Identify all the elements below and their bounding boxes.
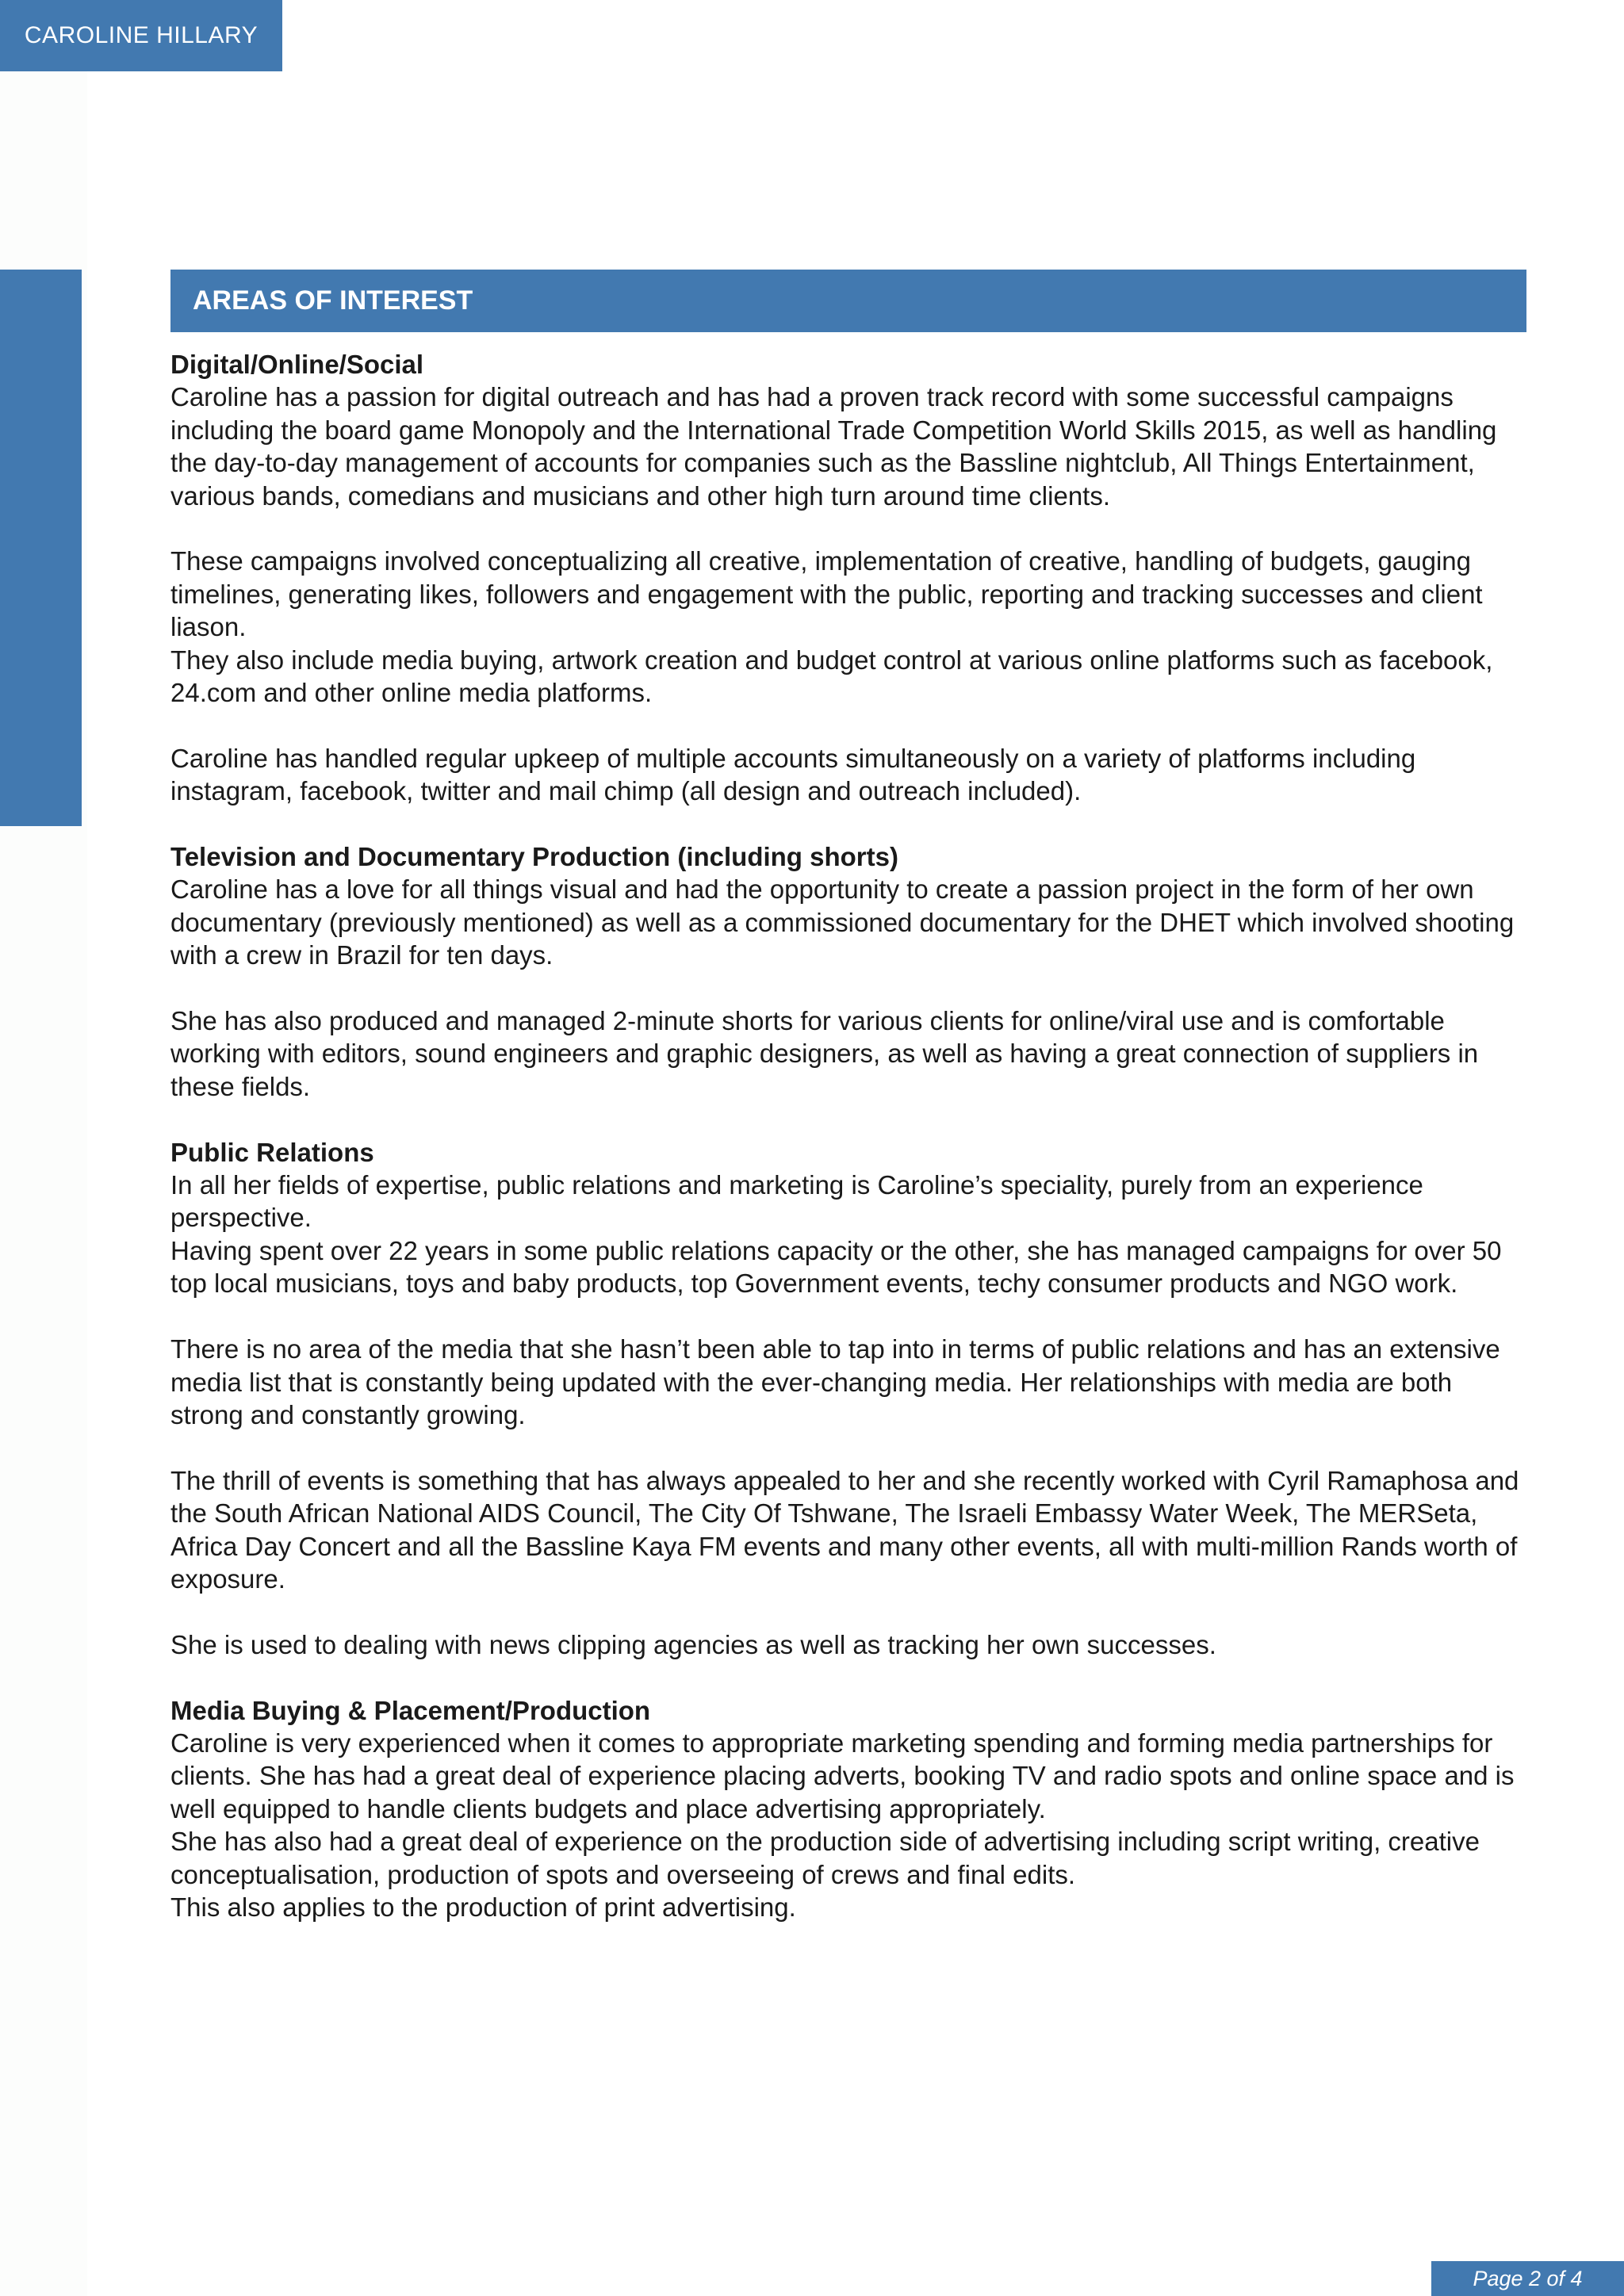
section-title: AREAS OF INTEREST	[170, 270, 1526, 332]
digital-paragraph-2: These campaigns involved conceptualizing all creative, implementation of creative, handling of budgets, gauging timelines, generating likes, followers and engagement with the public, reporting and tracking successes and client liason.	[170, 546, 1483, 642]
television-heading: Television and Documentary Production (including shorts)	[170, 842, 898, 872]
media-paragraph-3: This also applies to the production of print advertising.	[170, 1892, 796, 1922]
media-paragraph-1: Caroline is very experienced when it comes to appropriate marketing spending and forming media partnerships for clients. She has had a great deal of experience placing adverts, booking TV and radio spots and online space and is well equipped to handle clients budgets and place advertising appropriately.	[170, 1728, 1515, 1823]
television-paragraph-2: She has also produced and managed 2-minute shorts for various clients for online/viral use and is comfortable working with editors, sound engineers and graphic designers, as well as having a great connection of suppliers in these fields.	[170, 1006, 1479, 1101]
pr-paragraph-3: There is no area of the media that she hasn’t been able to tap into in terms of public relations and has an extensive media list that is constantly being updated with the ever-changing media. Her relationships with media are both strong and constantly growing.	[170, 1334, 1500, 1429]
name-tag: CAROLINE HILLARY	[0, 0, 282, 71]
digital-paragraph-4: Caroline has handled regular upkeep of multiple accounts simultaneously on a variety of platforms including instagram, facebook, twitter and mail chimp (all design and outreach included).	[170, 743, 1416, 806]
areas-of-interest-content	[170, 348, 1531, 1923]
pr-paragraph-1: In all her fields of expertise, public relations and marketing is Caroline’s speciality, purely from an experience perspective.	[170, 1170, 1423, 1233]
pr-paragraph-5: She is used to dealing with news clipping agencies as well as tracking her own successes.	[170, 1629, 1216, 1659]
pr-paragraph-4: The thrill of events is something that has always appealed to her and she recently worked with Cyril Ramaphosa and the South African National AIDS Council, The City Of Tshwane, The Israeli Embassy Water Week, The MERSeta, Africa Day Concert and all the Bassline Kaya FM events and many other events, all with multi-million Rands worth of exposure.	[170, 1465, 1519, 1594]
pr-heading: Public Relations	[170, 1137, 374, 1167]
digital-heading: Digital/Online/Social	[170, 350, 424, 379]
page-number: Page 2 of 4	[1431, 2261, 1624, 2296]
pr-paragraph-2: Having spent over 22 years in some public relations capacity or the other, she has managed campaigns for over 50 top local musicians, toys and baby products, top Government events, techy consumer products and NGO work.	[170, 1235, 1502, 1299]
digital-paragraph-3: They also include media buying, artwork creation and budget control at various online platforms such as facebook, 24.com and other online media platforms.	[170, 645, 1493, 708]
digital-paragraph-1: Caroline has a passion for digital outreach and has had a proven track record with some successful campaigns including the board game Monopoly and the International Trade Competition World Skills 2015, as well as handling the day-to-day management of accounts for companies such as the Bassline nightclub, All Things Entertainment, various bands, comedians and musicians and other high turn around time clients.	[170, 382, 1497, 511]
media-paragraph-2: She has also had a great deal of experience on the production side of advertising including script writing, creative conceptualisation, production of spots and overseeing of crews and final edits.	[170, 1827, 1480, 1889]
side-accent-bar	[0, 270, 82, 826]
media-heading: Media Buying & Placement/Production	[170, 1695, 651, 1725]
television-paragraph-1: Caroline has a love for all things visual and had the opportunity to create a passion project in the form of her own documentary (previously mentioned) as well as a commissioned documentary for the DHET which involved shooting with a crew in Brazil for ten days.	[170, 874, 1515, 970]
